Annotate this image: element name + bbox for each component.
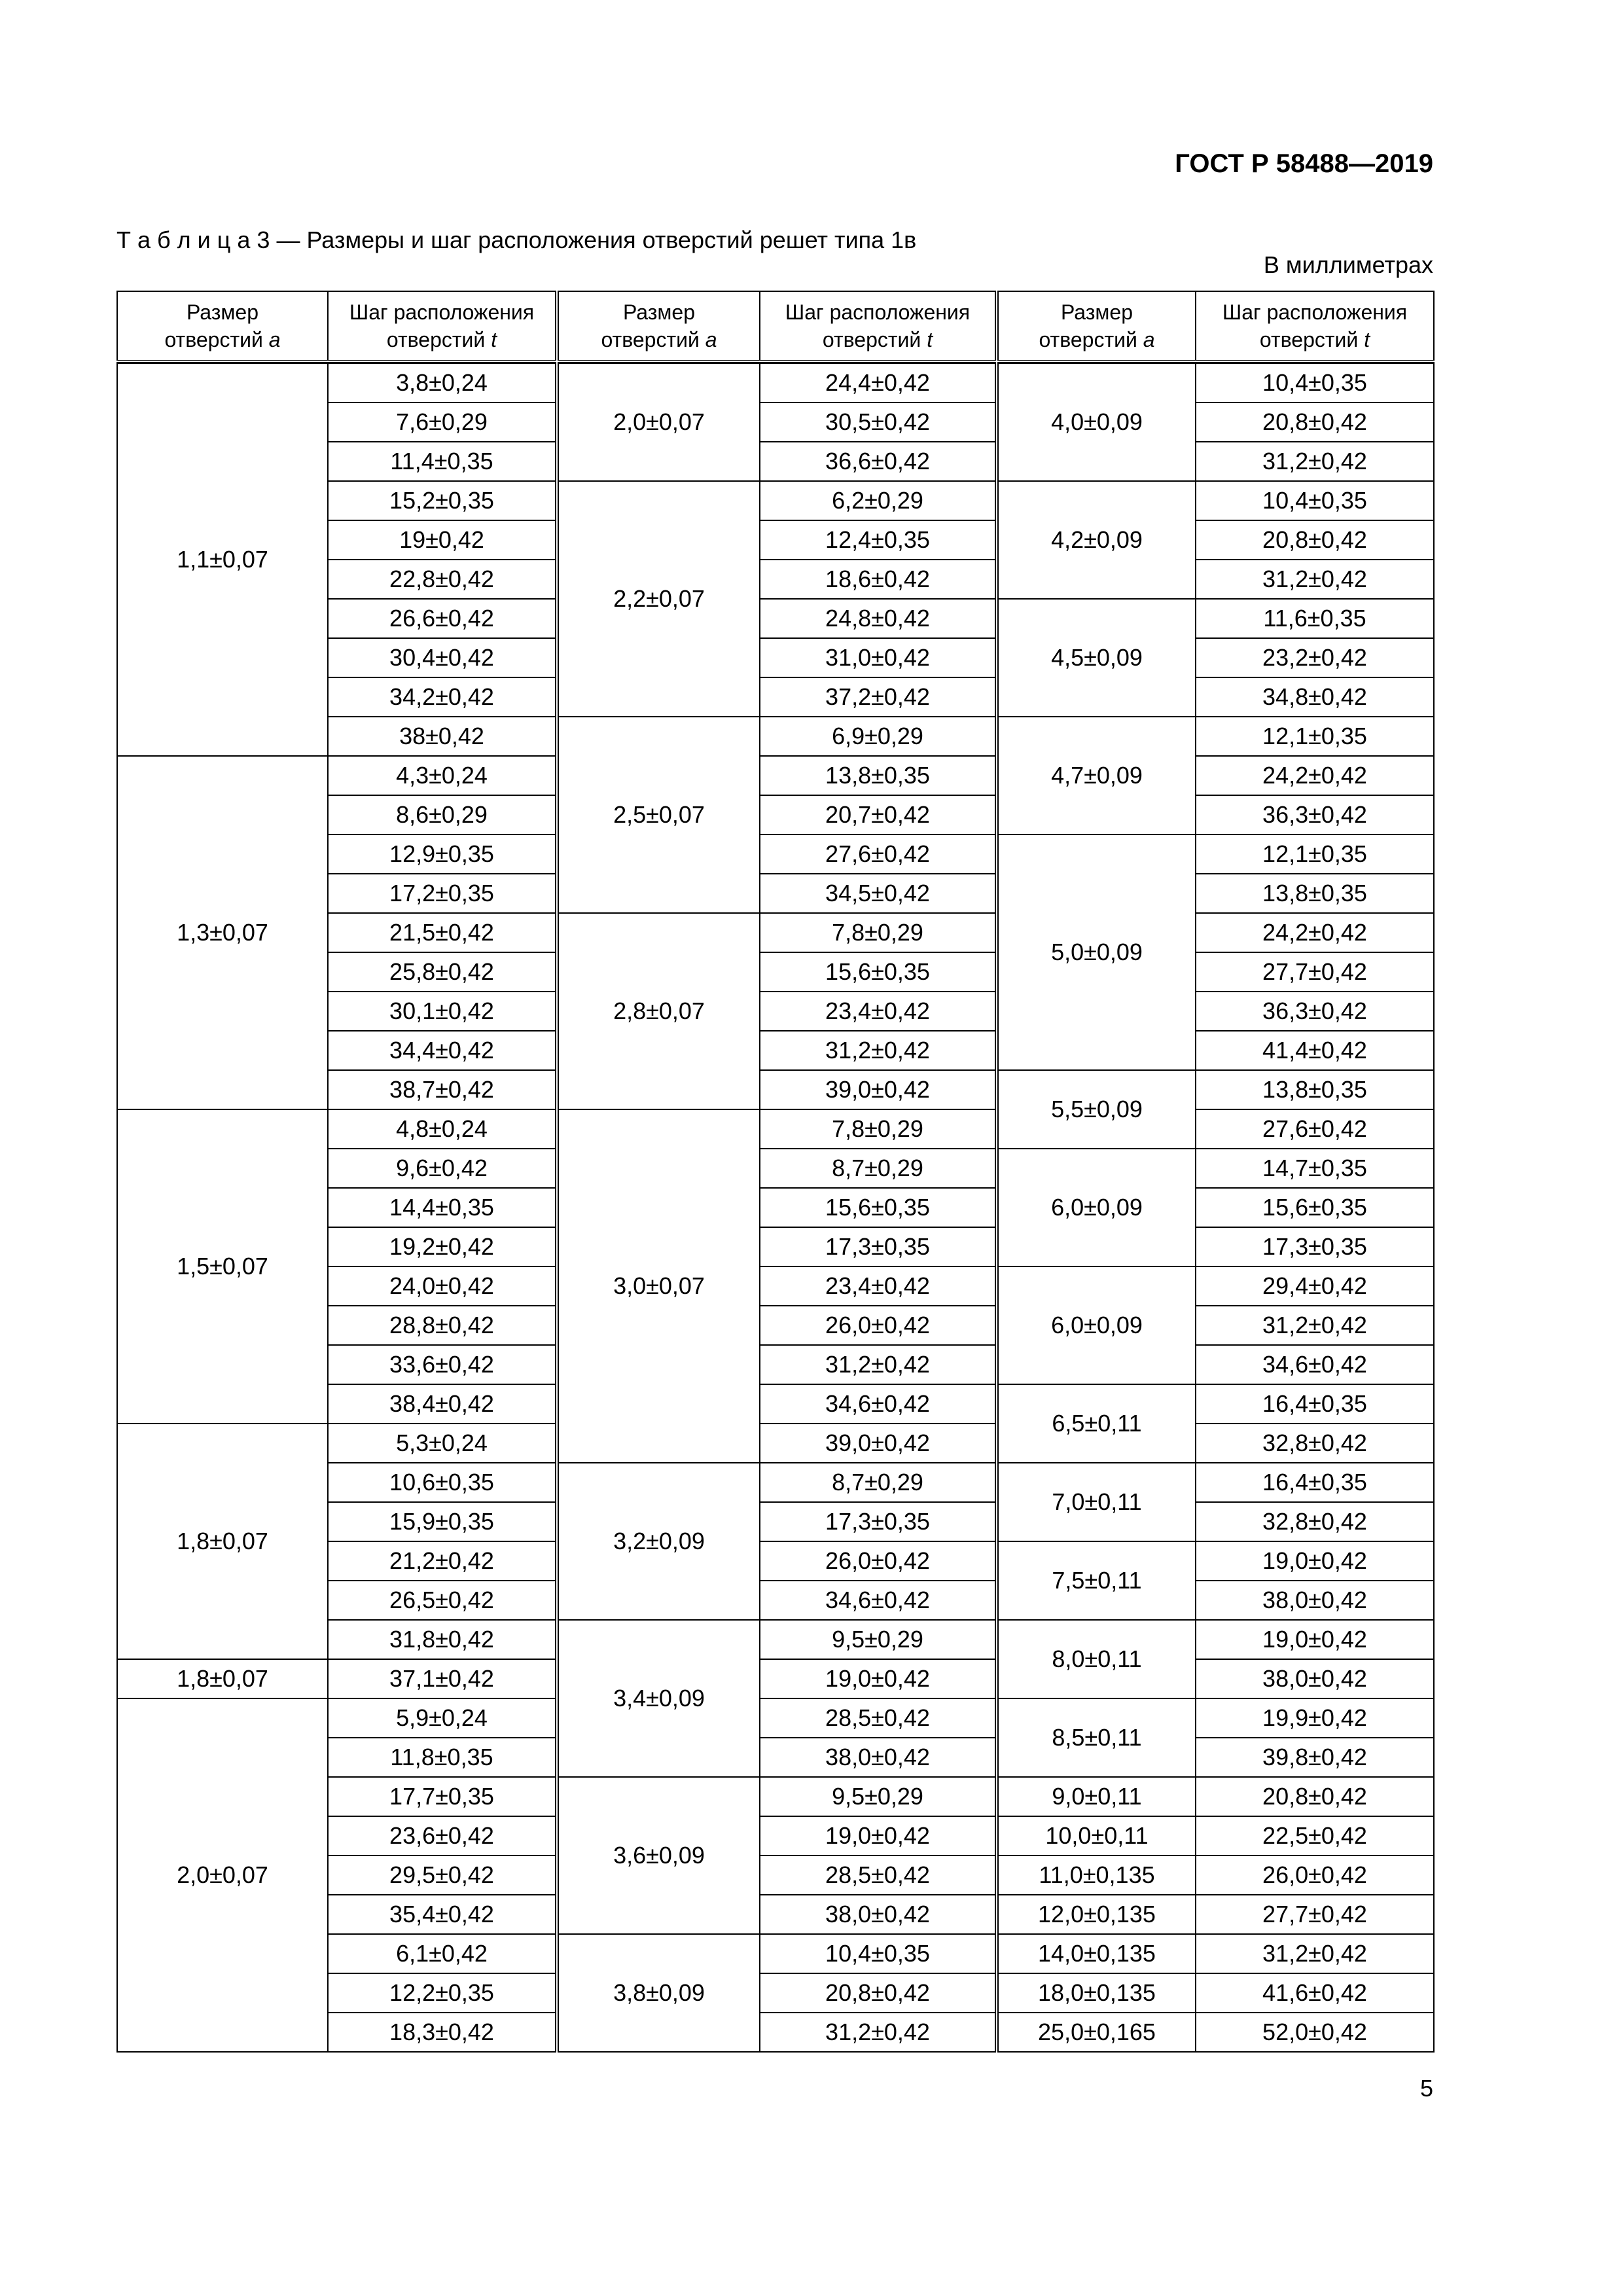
pitch-cell: 29,4±0,42 xyxy=(1196,1266,1434,1306)
table-row xyxy=(998,1895,1434,1934)
pitch-cell: 34,2±0,42 xyxy=(328,677,556,717)
size-cell: 1,1±0,07 xyxy=(117,363,328,756)
pitch-cell: 27,6±0,42 xyxy=(760,834,995,874)
pitch-cell: 6,9±0,29 xyxy=(760,717,995,756)
table-row xyxy=(998,1973,1434,2013)
pitch-cell: 25,8±0,42 xyxy=(328,952,556,992)
table-row xyxy=(998,1856,1434,1895)
pitch-cell: 28,8±0,42 xyxy=(328,1306,556,1345)
pitch-cell: 15,6±0,35 xyxy=(760,1188,995,1227)
header-pitch-symbol: t xyxy=(1364,328,1370,351)
pitch-cell: 12,4±0,35 xyxy=(760,520,995,560)
pitch-cell: 38,0±0,42 xyxy=(760,1738,995,1777)
pitch-cell: 15,2±0,35 xyxy=(328,481,556,520)
pitch-cell: 8,7±0,29 xyxy=(760,1149,995,1188)
size-cell: 4,0±0,09 xyxy=(998,363,1196,481)
table-row xyxy=(558,1777,995,1816)
header-size-line1: Размер xyxy=(1061,300,1133,324)
size-cell: 1,8±0,07 xyxy=(117,1424,328,1659)
pitch-cell: 24,2±0,42 xyxy=(1196,913,1434,952)
pitch-cell: 18,6±0,42 xyxy=(760,560,995,599)
pitch-cell: 27,7±0,42 xyxy=(1196,1895,1434,1934)
size-cell: 6,0±0,09 xyxy=(998,1266,1196,1384)
pitch-cell: 31,2±0,42 xyxy=(1196,1934,1434,1973)
header-pitch-line2: отверстий xyxy=(386,328,486,351)
pitch-cell: 15,9±0,35 xyxy=(328,1502,556,1541)
standard-designation: ГОСТ Р 58488—2019 xyxy=(1175,149,1433,178)
table-group-3 xyxy=(997,291,1435,2053)
pitch-cell: 33,6±0,42 xyxy=(328,1345,556,1384)
table-row xyxy=(998,717,1434,756)
pitch-cell: 17,2±0,35 xyxy=(328,874,556,913)
header-size-line2: отверстий xyxy=(1039,328,1137,351)
pitch-cell: 6,1±0,42 xyxy=(328,1934,556,1973)
size-cell: 3,6±0,09 xyxy=(558,1777,760,1934)
pitch-cell: 12,1±0,35 xyxy=(1196,834,1434,874)
size-cell: 2,0±0,07 xyxy=(558,363,760,481)
table-row xyxy=(998,2013,1434,2052)
header-size xyxy=(998,291,1196,361)
table-row xyxy=(117,756,556,795)
pitch-cell: 38,0±0,42 xyxy=(760,1895,995,1934)
page-number: 5 xyxy=(1419,2075,1433,2102)
table-row xyxy=(558,1109,995,1149)
column-group-1 xyxy=(116,291,555,2060)
pitch-cell: 12,1±0,35 xyxy=(1196,717,1434,756)
pitch-cell: 27,7±0,42 xyxy=(1196,952,1434,992)
size-cell: 4,7±0,09 xyxy=(998,717,1196,834)
pitch-cell: 14,7±0,35 xyxy=(1196,1149,1434,1188)
header-size-line1: Размер xyxy=(187,300,259,324)
pitch-cell: 34,6±0,42 xyxy=(760,1581,995,1620)
pitch-cell: 39,0±0,42 xyxy=(760,1424,995,1463)
size-cell: 12,0±0,135 xyxy=(998,1895,1196,1934)
header-pitch xyxy=(1196,291,1434,361)
pitch-cell: 24,2±0,42 xyxy=(1196,756,1434,795)
pitch-cell: 15,6±0,35 xyxy=(1196,1188,1434,1227)
size-cell: 2,8±0,07 xyxy=(558,913,760,1109)
header-size xyxy=(117,291,328,361)
table-row xyxy=(558,1934,995,1973)
pitch-cell: 4,8±0,24 xyxy=(328,1109,556,1149)
pitch-cell: 34,6±0,42 xyxy=(1196,1345,1434,1384)
column-group-3 xyxy=(997,291,1433,2060)
size-cell: 1,8±0,07 xyxy=(117,1659,328,1698)
pitch-cell: 31,2±0,42 xyxy=(1196,560,1434,599)
pitch-cell: 26,0±0,42 xyxy=(760,1541,995,1581)
pitch-cell: 38,0±0,42 xyxy=(1196,1659,1434,1698)
table-row xyxy=(998,1620,1434,1659)
table-row xyxy=(558,363,995,403)
table-row xyxy=(558,481,995,520)
pitch-cell: 26,0±0,42 xyxy=(760,1306,995,1345)
pitch-cell: 19,2±0,42 xyxy=(328,1227,556,1266)
pitch-cell: 31,8±0,42 xyxy=(328,1620,556,1659)
pitch-cell: 24,0±0,42 xyxy=(328,1266,556,1306)
pitch-cell: 19,0±0,42 xyxy=(1196,1541,1434,1581)
header-size-symbol: a xyxy=(705,328,717,351)
table-body-group-2 xyxy=(558,361,995,2052)
pitch-cell: 13,8±0,35 xyxy=(760,756,995,795)
pitch-cell: 39,8±0,42 xyxy=(1196,1738,1434,1777)
size-cell: 6,5±0,11 xyxy=(998,1384,1196,1463)
pitch-cell: 3,8±0,24 xyxy=(328,363,556,403)
table-title xyxy=(116,226,916,254)
size-cell: 2,0±0,07 xyxy=(117,1698,328,2052)
size-cell: 5,0±0,09 xyxy=(998,834,1196,1070)
pitch-cell: 5,9±0,24 xyxy=(328,1698,556,1738)
pitch-cell: 18,3±0,42 xyxy=(328,2013,556,2052)
pitch-cell: 36,6±0,42 xyxy=(760,442,995,481)
pitch-cell: 23,4±0,42 xyxy=(760,1266,995,1306)
size-cell: 2,5±0,07 xyxy=(558,717,760,913)
size-cell: 4,5±0,09 xyxy=(998,599,1196,717)
pitch-cell: 20,8±0,42 xyxy=(1196,520,1434,560)
table-body-group-3 xyxy=(998,361,1434,2052)
header-size-line2: отверстий xyxy=(601,328,700,351)
pitch-cell: 41,4±0,42 xyxy=(1196,1031,1434,1070)
pitch-cell: 32,8±0,42 xyxy=(1196,1424,1434,1463)
size-cell: 8,5±0,11 xyxy=(998,1698,1196,1777)
header-pitch-symbol: t xyxy=(927,328,933,351)
pitch-cell: 11,8±0,35 xyxy=(328,1738,556,1777)
units-note: В миллиметрах xyxy=(1263,251,1433,278)
pitch-cell: 36,3±0,42 xyxy=(1196,992,1434,1031)
size-cell: 4,2±0,09 xyxy=(998,481,1196,599)
pitch-cell: 19,0±0,42 xyxy=(760,1816,995,1856)
pitch-cell: 23,4±0,42 xyxy=(760,992,995,1031)
size-cell: 7,5±0,11 xyxy=(998,1541,1196,1620)
pitch-cell: 38,0±0,42 xyxy=(1196,1581,1434,1620)
pitch-cell: 9,6±0,42 xyxy=(328,1149,556,1188)
size-cell: 9,0±0,11 xyxy=(998,1777,1196,1816)
pitch-cell: 28,5±0,42 xyxy=(760,1856,995,1895)
table-group-1 xyxy=(116,291,556,2053)
pitch-cell: 12,9±0,35 xyxy=(328,834,556,874)
pitch-cell: 19,0±0,42 xyxy=(1196,1620,1434,1659)
pitch-cell: 11,6±0,35 xyxy=(1196,599,1434,638)
table-row xyxy=(998,1777,1434,1816)
pitch-cell: 19,0±0,42 xyxy=(760,1659,995,1698)
size-cell: 10,0±0,11 xyxy=(998,1816,1196,1856)
pitch-cell: 35,4±0,42 xyxy=(328,1895,556,1934)
pitch-cell: 38,7±0,42 xyxy=(328,1070,556,1109)
header-size-line1: Размер xyxy=(623,300,695,324)
pitch-cell: 12,2±0,35 xyxy=(328,1973,556,2013)
pitch-cell: 17,3±0,35 xyxy=(1196,1227,1434,1266)
table-row xyxy=(998,1816,1434,1856)
pitch-cell: 5,3±0,24 xyxy=(328,1424,556,1463)
pitch-cell: 13,8±0,35 xyxy=(1196,874,1434,913)
table-title-prefix: Т а б л и ц а xyxy=(116,226,251,253)
pitch-cell: 34,8±0,42 xyxy=(1196,677,1434,717)
size-cell: 7,0±0,11 xyxy=(998,1463,1196,1541)
pitch-cell: 19±0,42 xyxy=(328,520,556,560)
size-cell: 5,5±0,09 xyxy=(998,1070,1196,1149)
header-pitch xyxy=(760,291,995,361)
pitch-cell: 26,6±0,42 xyxy=(328,599,556,638)
pitch-cell: 30,4±0,42 xyxy=(328,638,556,677)
pitch-cell: 22,5±0,42 xyxy=(1196,1816,1434,1856)
pitch-cell: 17,3±0,35 xyxy=(760,1502,995,1541)
size-cell: 1,3±0,07 xyxy=(117,756,328,1109)
pitch-cell: 41,6±0,42 xyxy=(1196,1973,1434,2013)
pitch-cell: 26,5±0,42 xyxy=(328,1581,556,1620)
pitch-cell: 24,4±0,42 xyxy=(760,363,995,403)
pitch-cell: 4,3±0,24 xyxy=(328,756,556,795)
table-row xyxy=(558,1620,995,1659)
table-row xyxy=(998,1541,1434,1581)
pitch-cell: 30,5±0,42 xyxy=(760,403,995,442)
pitch-cell: 23,2±0,42 xyxy=(1196,638,1434,677)
pitch-cell: 9,5±0,29 xyxy=(760,1620,995,1659)
header-size-line2: отверстий xyxy=(164,328,263,351)
pitch-cell: 34,5±0,42 xyxy=(760,874,995,913)
pitch-cell: 31,0±0,42 xyxy=(760,638,995,677)
header-size-symbol: a xyxy=(268,328,281,351)
pitch-cell: 14,4±0,35 xyxy=(328,1188,556,1227)
table-group-2 xyxy=(558,291,996,2053)
header-pitch-line1: Шаг расположения xyxy=(1222,300,1408,324)
size-cell: 3,4±0,09 xyxy=(558,1620,760,1777)
pitch-cell: 34,4±0,42 xyxy=(328,1031,556,1070)
column-group-2 xyxy=(558,291,995,2060)
pitch-cell: 10,4±0,35 xyxy=(1196,481,1434,520)
pitch-cell: 10,6±0,35 xyxy=(328,1463,556,1502)
pitch-cell: 15,6±0,35 xyxy=(760,952,995,992)
pitch-cell: 31,2±0,42 xyxy=(1196,442,1434,481)
table-row xyxy=(558,913,995,952)
pitch-cell: 39,0±0,42 xyxy=(760,1070,995,1109)
pitch-cell: 16,4±0,35 xyxy=(1196,1384,1434,1424)
pitch-cell: 20,8±0,42 xyxy=(760,1973,995,2013)
pitch-cell: 38±0,42 xyxy=(328,717,556,756)
size-cell: 3,8±0,09 xyxy=(558,1934,760,2052)
table-row xyxy=(998,1070,1434,1109)
pitch-cell: 31,2±0,42 xyxy=(760,1031,995,1070)
pitch-cell: 26,0±0,42 xyxy=(1196,1856,1434,1895)
pitch-cell: 36,3±0,42 xyxy=(1196,795,1434,834)
size-cell: 3,0±0,07 xyxy=(558,1109,760,1463)
table-row xyxy=(117,1424,556,1463)
pitch-cell: 38,4±0,42 xyxy=(328,1384,556,1424)
hole-size-table xyxy=(116,291,1433,2060)
table-row xyxy=(998,1149,1434,1188)
size-cell: 3,2±0,09 xyxy=(558,1463,760,1620)
pitch-cell: 8,7±0,29 xyxy=(760,1463,995,1502)
pitch-cell: 24,8±0,42 xyxy=(760,599,995,638)
pitch-cell: 19,9±0,42 xyxy=(1196,1698,1434,1738)
pitch-cell: 52,0±0,42 xyxy=(1196,2013,1434,2052)
table-row xyxy=(998,1698,1434,1738)
pitch-cell: 7,6±0,29 xyxy=(328,403,556,442)
header-pitch-line1: Шаг расположения xyxy=(785,300,971,324)
pitch-cell: 20,8±0,42 xyxy=(1196,1777,1434,1816)
header-pitch-line2: отверстий xyxy=(1259,328,1359,351)
pitch-cell: 16,4±0,35 xyxy=(1196,1463,1434,1502)
table-row xyxy=(117,363,556,403)
table-row xyxy=(117,1698,556,1738)
size-cell: 6,0±0,09 xyxy=(998,1149,1196,1266)
table-row xyxy=(998,834,1434,874)
pitch-cell: 6,2±0,29 xyxy=(760,481,995,520)
pitch-cell: 11,4±0,35 xyxy=(328,442,556,481)
pitch-cell: 22,8±0,42 xyxy=(328,560,556,599)
table-row xyxy=(998,1266,1434,1306)
size-cell: 14,0±0,135 xyxy=(998,1934,1196,1973)
header-size-symbol: a xyxy=(1143,328,1155,351)
size-cell: 2,2±0,07 xyxy=(558,481,760,717)
table-row xyxy=(998,1463,1434,1502)
table-row xyxy=(117,1109,556,1149)
size-cell: 1,5±0,07 xyxy=(117,1109,328,1424)
pitch-cell: 31,2±0,42 xyxy=(760,1345,995,1384)
header-pitch-symbol: t xyxy=(491,328,497,351)
header-pitch-line1: Шаг расположения xyxy=(349,300,535,324)
pitch-cell: 31,2±0,42 xyxy=(1196,1306,1434,1345)
header-pitch-line2: отверстий xyxy=(822,328,921,351)
pitch-cell: 10,4±0,35 xyxy=(760,1934,995,1973)
pitch-cell: 10,4±0,35 xyxy=(1196,363,1434,403)
pitch-cell: 34,6±0,42 xyxy=(760,1384,995,1424)
pitch-cell: 28,5±0,42 xyxy=(760,1698,995,1738)
size-cell: 25,0±0,165 xyxy=(998,2013,1196,2052)
pitch-cell: 31,2±0,42 xyxy=(760,2013,995,2052)
table-row xyxy=(998,599,1434,638)
table-row xyxy=(998,481,1434,520)
pitch-cell: 7,8±0,29 xyxy=(760,1109,995,1149)
table-row xyxy=(998,363,1434,403)
header-pitch xyxy=(328,291,556,361)
pitch-cell: 20,7±0,42 xyxy=(760,795,995,834)
pitch-cell: 17,7±0,35 xyxy=(328,1777,556,1816)
size-cell: 8,0±0,11 xyxy=(998,1620,1196,1698)
pitch-cell: 23,6±0,42 xyxy=(328,1816,556,1856)
pitch-cell: 29,5±0,42 xyxy=(328,1856,556,1895)
pitch-cell: 13,8±0,35 xyxy=(1196,1070,1434,1109)
pitch-cell: 21,5±0,42 xyxy=(328,913,556,952)
pitch-cell: 7,8±0,29 xyxy=(760,913,995,952)
pitch-cell: 30,1±0,42 xyxy=(328,992,556,1031)
pitch-cell: 21,2±0,42 xyxy=(328,1541,556,1581)
header-size xyxy=(558,291,760,361)
table-row xyxy=(998,1934,1434,1973)
pitch-cell: 17,3±0,35 xyxy=(760,1227,995,1266)
pitch-cell: 37,2±0,42 xyxy=(760,677,995,717)
size-cell: 11,0±0,135 xyxy=(998,1856,1196,1895)
size-cell: 18,0±0,135 xyxy=(998,1973,1196,2013)
pitch-cell: 27,6±0,42 xyxy=(1196,1109,1434,1149)
table-title-text: 3 — Размеры и шаг расположения отверстий решет типа 1в xyxy=(257,226,917,253)
table-row xyxy=(998,1384,1434,1424)
pitch-cell: 9,5±0,29 xyxy=(760,1777,995,1816)
pitch-cell: 32,8±0,42 xyxy=(1196,1502,1434,1541)
table-body-group-1 xyxy=(117,361,556,2052)
table-row xyxy=(117,1659,556,1698)
pitch-cell: 8,6±0,29 xyxy=(328,795,556,834)
table-row xyxy=(558,1463,995,1502)
pitch-cell: 20,8±0,42 xyxy=(1196,403,1434,442)
pitch-cell: 37,1±0,42 xyxy=(328,1659,556,1698)
table-row xyxy=(558,717,995,756)
